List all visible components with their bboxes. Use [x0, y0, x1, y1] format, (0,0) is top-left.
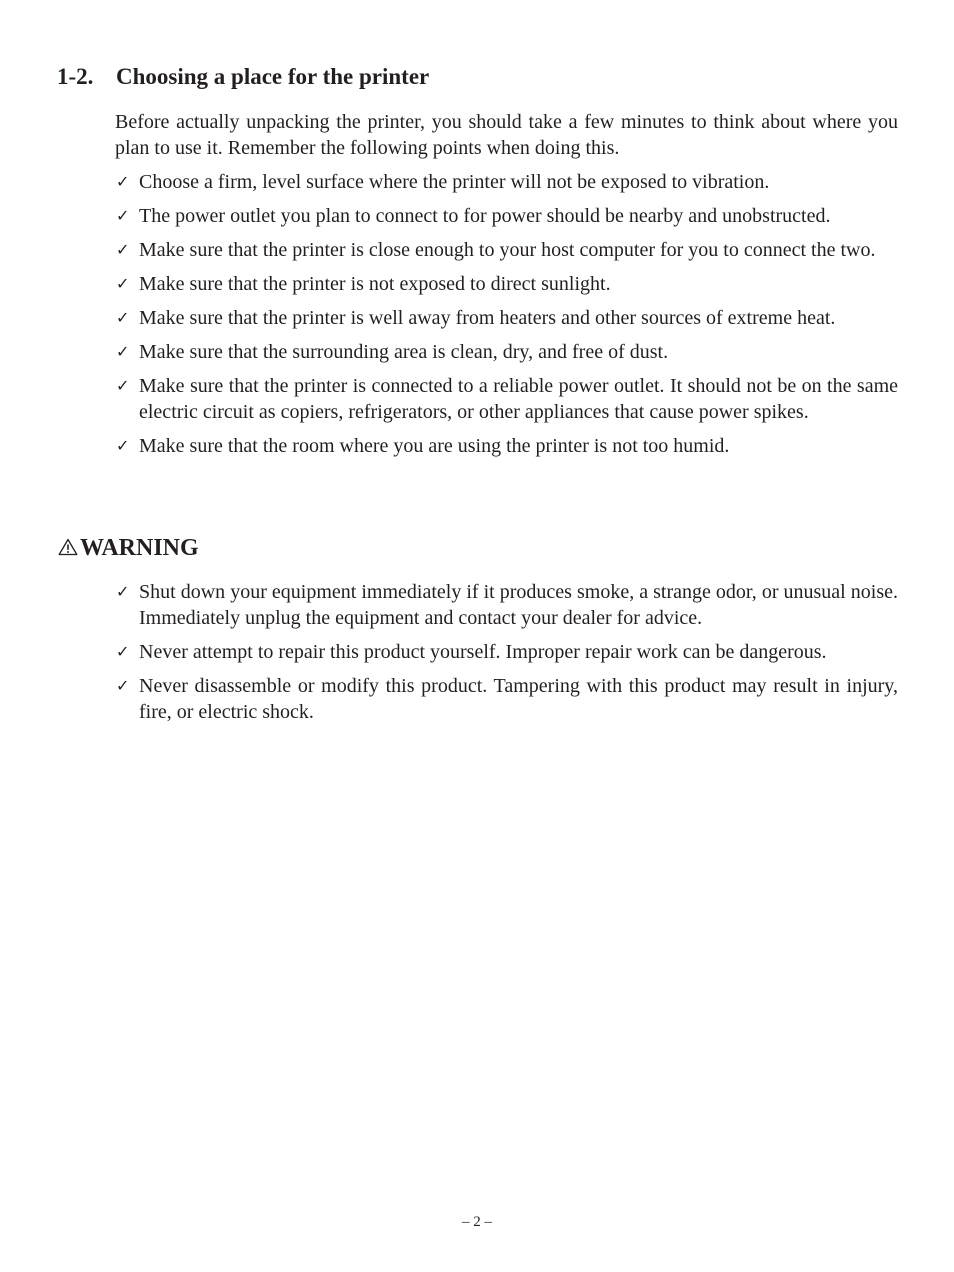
- checkmark-icon: ✓: [116, 436, 130, 455]
- section-title: Choosing a place for the printer: [116, 64, 430, 89]
- checkmark-icon: ✓: [116, 240, 130, 259]
- list-item: [115, 433, 898, 459]
- list-item-text: Make sure that the room where you are using the printer is not too humid.: [139, 435, 730, 457]
- intro-paragraph: Before actually unpacking the printer, you should take a few minutes to think about where you plan to use it. Remember the following points when doing this.: [115, 111, 898, 159]
- list-item-text: Make sure that the printer is connected to a reliable power outlet. It should not be on the same electric circuit as copiers, refrigerators, or other appliances that cause power spikes.: [139, 375, 898, 423]
- warning-title: WARNING: [80, 535, 199, 561]
- list-item-text: Shut down your equipment immediately if it produces smoke, a strange odor, or unusual noise. Immediately unplug the equipment and contact your dealer for advice.: [139, 581, 898, 629]
- list-item: [115, 271, 898, 297]
- checkmark-icon: ✓: [116, 274, 130, 293]
- list-item: [115, 339, 898, 365]
- list-item: [115, 237, 898, 263]
- checkmark-icon: ✓: [116, 342, 130, 361]
- checkmark-icon: ✓: [116, 676, 130, 695]
- list-item-text: Never attempt to repair this product yourself. Improper repair work can be dangerous.: [139, 641, 827, 663]
- checkmark-icon: ✓: [116, 642, 130, 661]
- list-item-text: Make sure that the printer is not exposed to direct sunlight.: [139, 273, 611, 295]
- list-item-text: Never disassemble or modify this product. Tampering with this product may result in injury, fire, or electric shock.: [139, 675, 898, 723]
- list-item: [115, 373, 898, 425]
- checkmark-icon: ✓: [116, 376, 130, 395]
- list-item-text: Choose a firm, level surface where the printer will not be exposed to vibration.: [139, 171, 770, 193]
- placement-checklist: [115, 169, 898, 467]
- checkmark-icon: ✓: [116, 308, 130, 327]
- section-heading: [57, 62, 429, 92]
- list-item-text: Make sure that the printer is close enough to your host computer for you to connect the two.: [139, 239, 876, 261]
- list-item: [115, 673, 898, 725]
- list-item-text: The power outlet you plan to connect to for power should be nearby and unobstructed.: [139, 205, 831, 227]
- list-item: [115, 169, 898, 195]
- checkmark-icon: ✓: [116, 206, 130, 225]
- list-item: [115, 639, 898, 665]
- list-item-text: Make sure that the surrounding area is clean, dry, and free of dust.: [139, 341, 669, 363]
- checkmark-icon: ✓: [116, 172, 130, 191]
- warning-triangle-icon: [58, 538, 78, 556]
- page-number: – 2 –: [462, 1214, 492, 1230]
- warning-checklist: [115, 579, 898, 733]
- list-item: [115, 579, 898, 631]
- warning-heading: [58, 533, 199, 563]
- checkmark-icon: ✓: [116, 582, 130, 601]
- section-number: 1-2.: [57, 64, 94, 89]
- list-item: [115, 305, 898, 331]
- list-item: [115, 203, 898, 229]
- list-item-text: Make sure that the printer is well away from heaters and other sources of extreme heat.: [139, 307, 836, 329]
